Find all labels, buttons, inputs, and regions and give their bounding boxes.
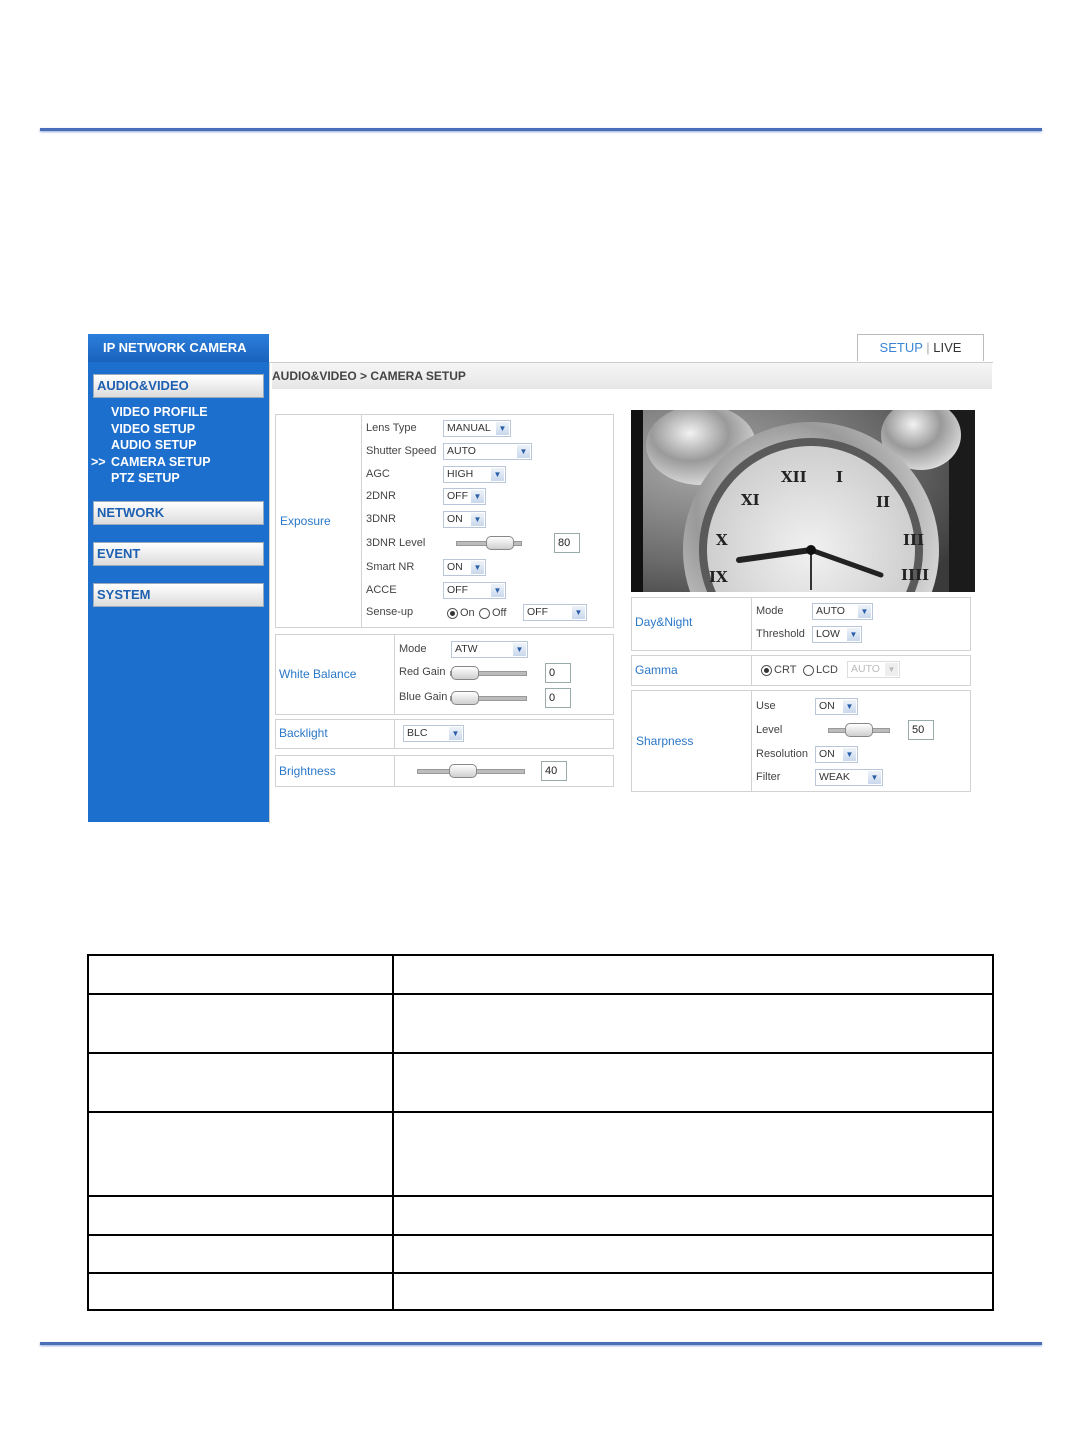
shutter-speed-select[interactable] [443, 443, 532, 460]
gamma-lcd-radio[interactable] [803, 665, 814, 676]
sharp-use-value: ON [819, 700, 835, 712]
brightness-input[interactable]: 40 [541, 761, 567, 781]
agc-select[interactable] [443, 466, 506, 483]
shutter-speed-label: Shutter Speed [366, 445, 437, 457]
slider-thumb[interactable] [845, 723, 873, 737]
audio-video-submenu [91, 404, 266, 487]
acce-select[interactable] [443, 582, 506, 599]
wb-mode-label: Mode [399, 643, 427, 655]
menu-network[interactable]: NETWORK [93, 501, 264, 525]
submenu-video-setup[interactable] [91, 421, 266, 438]
chevron-down-icon: ▼ [496, 422, 509, 435]
exposure-title: Exposure [280, 514, 331, 528]
smart-nr-label: Smart NR [366, 561, 415, 573]
divider [394, 756, 395, 786]
sense-up-label: Sense-up [366, 606, 414, 618]
sharpness-title: Sharpness [636, 734, 694, 748]
svg-text:IIII: IIII [901, 566, 930, 584]
header-rule [40, 128, 1042, 131]
menu-system[interactable]: SYSTEM [93, 583, 264, 607]
divider [751, 691, 752, 791]
camera-setup-screenshot [88, 334, 992, 822]
submenu-label: VIDEO PROFILE [111, 405, 208, 419]
svg-text:II: II [876, 493, 891, 511]
sharp-resolution-value: ON [819, 748, 835, 760]
wb-mode-select[interactable] [451, 641, 528, 658]
blue-gain-label: Blue Gain [399, 691, 448, 703]
svg-text:IX: IX [709, 568, 728, 586]
sense-up-off-label: Off [492, 607, 507, 619]
2dnr-select[interactable] [443, 488, 486, 505]
sharp-level-input[interactable]: 50 [908, 720, 934, 740]
breadcrumb: AUDIO&VIDEO > CAMERA SETUP [272, 363, 992, 389]
2dnr-label: 2DNR [366, 490, 396, 502]
svg-text:III: III [903, 531, 925, 549]
gamma-value: AUTO [851, 663, 880, 675]
wb-mode-value: ATW [455, 643, 478, 655]
dn-mode-label: Mode [756, 605, 784, 617]
chevron-down-icon: ▼ [847, 628, 860, 641]
backlight-select[interactable] [403, 725, 464, 742]
table-row [89, 1234, 992, 1236]
3dnr-level-slider[interactable] [456, 541, 522, 546]
divider [751, 656, 752, 685]
blue-gain-input[interactable]: 0 [545, 688, 571, 708]
divider [751, 598, 752, 650]
brightness-title: Brightness [279, 764, 336, 778]
red-gain-input[interactable]: 0 [545, 663, 571, 683]
chevron-down-icon: ▼ [858, 605, 871, 618]
white-balance-group [275, 634, 614, 715]
chevron-down-icon: ▼ [491, 468, 504, 481]
exposure-group [275, 414, 614, 628]
3dnr-level-input[interactable]: 80 [554, 533, 580, 553]
divider [361, 415, 362, 627]
chevron-down-icon: ▼ [471, 490, 484, 503]
divider [394, 635, 395, 714]
sense-up-value: OFF [527, 606, 548, 618]
smart-nr-select[interactable] [443, 559, 486, 576]
agc-label: AGC [366, 468, 390, 480]
backlight-value: BLC [407, 727, 428, 739]
nav-setup-link[interactable]: SETUP [879, 340, 923, 355]
active-arrow-icon: >> [91, 454, 106, 469]
chevron-down-icon: ▼ [471, 513, 484, 526]
sense-up-on-radio[interactable] [447, 608, 458, 619]
chevron-down-icon: ▼ [491, 584, 504, 597]
svg-text:X: X [716, 531, 728, 549]
sharpness-group [631, 690, 971, 792]
shutter-speed-value: AUTO [447, 445, 476, 457]
dn-mode-select[interactable] [812, 603, 873, 620]
submenu-label: PTZ SETUP [111, 471, 180, 485]
sharp-level-slider[interactable] [828, 728, 890, 733]
sense-up-select[interactable] [523, 604, 587, 621]
slider-thumb[interactable] [449, 764, 477, 778]
sharp-filter-value: WEAK [819, 771, 850, 783]
clock-image [631, 410, 975, 592]
divider [394, 720, 395, 748]
slider-thumb[interactable] [451, 666, 479, 680]
sidebar [88, 334, 269, 822]
table-column-divider [392, 956, 394, 1309]
sharp-filter-label: Filter [756, 771, 781, 783]
sharp-level-label: Level [756, 724, 783, 736]
brand-title: IP NETWORK CAMERA [88, 334, 269, 362]
acce-label: ACCE [366, 584, 397, 596]
sense-up-on-label: On [460, 607, 475, 619]
submenu-label: CAMERA SETUP [111, 454, 211, 469]
white-balance-title: White Balance [279, 667, 357, 681]
chevron-down-icon: ▼ [885, 663, 898, 676]
backlight-title: Backlight [279, 726, 328, 740]
top-nav [857, 334, 984, 361]
3dnr-select[interactable] [443, 511, 486, 528]
gamma-select [847, 661, 900, 678]
sharp-use-label: Use [756, 700, 776, 712]
menu-event[interactable]: EVENT [93, 542, 264, 566]
camera-preview [631, 410, 975, 592]
chevron-down-icon: ▼ [471, 561, 484, 574]
gamma-lcd-label: LCD [816, 664, 839, 676]
3dnr-level-label: 3DNR Level [366, 537, 426, 549]
menu-audio-video[interactable]: AUDIO&VIDEO [93, 374, 264, 398]
table-row [89, 1111, 992, 1113]
dn-threshold-select[interactable] [812, 626, 862, 643]
footer-rule [40, 1342, 1042, 1345]
3dnr-label: 3DNR [366, 513, 396, 525]
submenu-audio-setup[interactable] [91, 437, 266, 454]
nav-live-link[interactable]: LIVE [933, 340, 962, 355]
sense-up-off-radio[interactable] [479, 608, 490, 619]
slider-thumb[interactable] [486, 536, 514, 550]
day-night-title: Day&Night [635, 615, 693, 629]
2dnr-value: OFF [447, 490, 468, 502]
table-row [89, 1272, 992, 1274]
dn-mode-value: AUTO [816, 605, 845, 617]
submenu-label: VIDEO SETUP [111, 421, 196, 436]
lens-type-label: Lens Type [366, 422, 417, 434]
chevron-down-icon: ▼ [843, 748, 856, 761]
dn-threshold-label: Threshold [756, 628, 805, 640]
3dnr-value: ON [447, 513, 463, 525]
dn-threshold-value: LOW [816, 628, 840, 640]
nav-separator: | [926, 340, 930, 355]
red-gain-slider[interactable] [450, 671, 527, 676]
gamma-crt-radio[interactable] [761, 665, 772, 676]
lens-type-value: MANUAL [447, 422, 491, 434]
slider-thumb[interactable] [451, 691, 479, 705]
lens-type-select[interactable] [443, 420, 511, 437]
submenu-video-profile[interactable] [91, 404, 266, 421]
chevron-down-icon: ▼ [449, 727, 462, 740]
sharp-filter-select[interactable] [815, 769, 883, 786]
submenu-label: AUDIO SETUP [111, 438, 197, 452]
submenu-ptz-setup[interactable] [91, 470, 266, 487]
chevron-down-icon: ▼ [517, 445, 530, 458]
brightness-slider[interactable] [417, 769, 525, 774]
svg-text:XI: XI [741, 491, 760, 509]
submenu-camera-setup[interactable] [91, 454, 266, 471]
document-table [87, 954, 994, 1311]
sharp-resolution-select[interactable] [815, 746, 858, 763]
chevron-down-icon: ▼ [513, 643, 526, 656]
brightness-group [275, 755, 614, 787]
sharp-resolution-label: Resolution [756, 748, 808, 760]
chevron-down-icon: ▼ [843, 700, 856, 713]
agc-value: HIGH [447, 468, 474, 480]
day-night-group [631, 597, 971, 651]
blue-gain-slider[interactable] [450, 696, 527, 701]
gamma-crt-label: CRT [774, 664, 797, 676]
table-row [89, 993, 992, 995]
svg-text:I: I [836, 468, 844, 486]
chevron-down-icon: ▼ [868, 771, 881, 784]
table-row [89, 1052, 992, 1054]
smart-nr-value: ON [447, 561, 463, 573]
red-gain-label: Red Gain [399, 666, 446, 678]
gamma-title: Gamma [635, 663, 678, 677]
backlight-group [275, 719, 614, 749]
svg-text:XII: XII [781, 468, 807, 486]
sharp-use-select[interactable] [815, 698, 858, 715]
table-row [89, 1195, 992, 1197]
chevron-down-icon: ▼ [572, 606, 585, 619]
gamma-group [631, 655, 971, 686]
acce-value: OFF [447, 584, 468, 596]
